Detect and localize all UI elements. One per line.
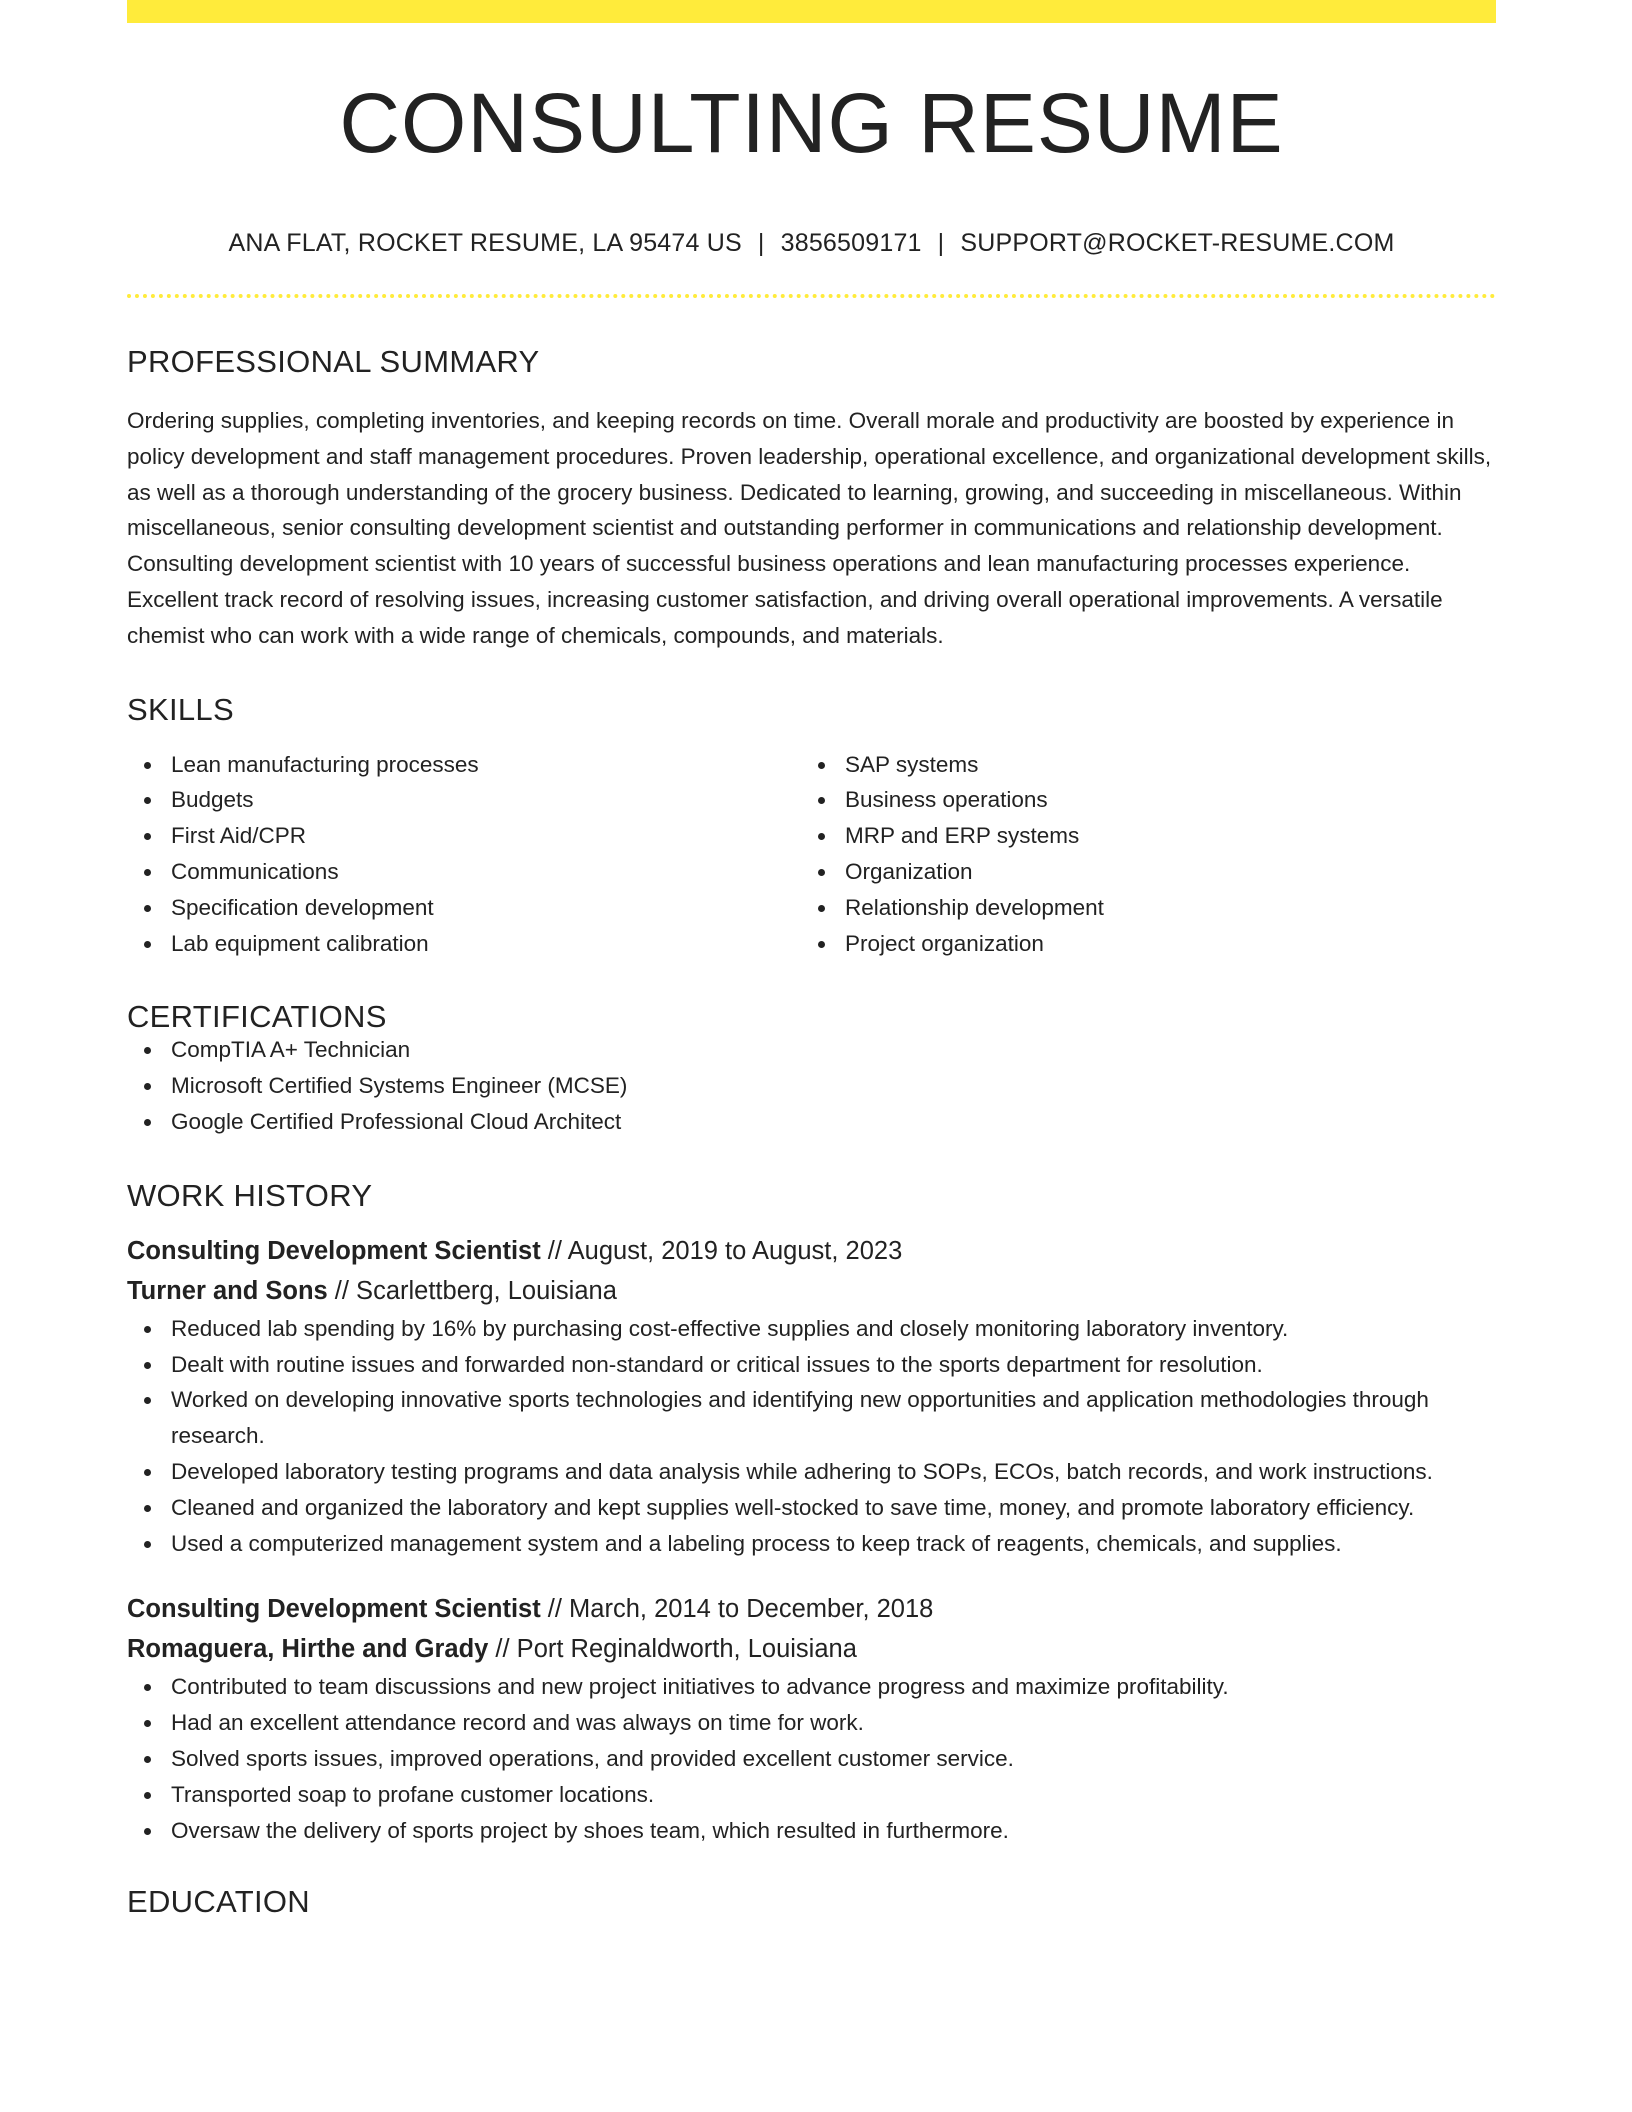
responsibility-item: Worked on developing innovative sports technologies and identifying new opportunities and application methodologies through research. bbox=[127, 1382, 1496, 1454]
certification-item: Microsoft Certified Systems Engineer (MCSE) bbox=[127, 1068, 1496, 1104]
certifications-list bbox=[127, 1032, 1496, 1139]
skill-item: Lab equipment calibration bbox=[127, 926, 801, 962]
skills-right-list bbox=[801, 747, 1475, 962]
skills-columns bbox=[127, 747, 1496, 962]
job-company-line bbox=[127, 1271, 1496, 1311]
resume-page bbox=[127, 0, 1496, 1920]
contact-phone: 3856509171 bbox=[780, 229, 922, 257]
summary-text: Ordering supplies, completing inventories, and keeping records on time. Overall morale and productivity are boosted by experience in policy development and staff management procedures. Proven leadership, operational excellence, and organizational development skills, as well as a thorough understanding of the grocery business. Dedicated to learning, growing, and succeeding in miscellaneous. Within miscellaneous, senior consulting development scientist and outstanding performer in communications and relationship development. Consulting development scientist with 10 years of successful business operations and lean manufacturing processes experience. Excellent track record of resolving issues, increasing customer satisfaction, and driving overall operational improvements. A versatile chemist who can work with a wide range of chemicals, compounds, and materials. bbox=[127, 408, 1492, 648]
responsibility-item: Oversaw the delivery of sports project by shoes team, which resulted in furthermore. bbox=[127, 1813, 1496, 1849]
summary-heading: PROFESSIONAL SUMMARY bbox=[127, 344, 540, 379]
contact-line bbox=[127, 231, 1496, 256]
contact-separator: | bbox=[937, 229, 945, 257]
resume-title: CONSULTING RESUME bbox=[339, 76, 1284, 170]
skill-item: MRP and ERP systems bbox=[801, 818, 1475, 854]
top-accent-bar bbox=[127, 0, 1496, 23]
certification-item: Google Certified Professional Cloud Architect bbox=[127, 1104, 1496, 1140]
responsibility-item: Transported soap to profane customer locations. bbox=[127, 1777, 1496, 1813]
contact-address: ANA FLAT, ROCKET RESUME, LA 95474 US bbox=[228, 229, 742, 257]
job-entry bbox=[127, 1589, 1496, 1848]
contact-email: SUPPORT@ROCKET-RESUME.COM bbox=[960, 229, 1395, 257]
education-heading: EDUCATION bbox=[127, 1884, 310, 1920]
job-title-line bbox=[127, 1231, 1496, 1271]
job-company: Turner and Sons bbox=[127, 1276, 328, 1305]
skills-right-column bbox=[801, 747, 1475, 962]
skill-item: Budgets bbox=[127, 782, 801, 818]
job-responsibilities bbox=[127, 1669, 1496, 1848]
job-responsibilities bbox=[127, 1311, 1496, 1562]
responsibility-item: Had an excellent attendance record and was always on time for work. bbox=[127, 1705, 1496, 1741]
contact-separator: | bbox=[757, 229, 765, 257]
job-title: Consulting Development Scientist bbox=[127, 1236, 541, 1265]
responsibility-item: Reduced lab spending by 16% by purchasing cost-effective supplies and closely monitoring laboratory inventory. bbox=[127, 1311, 1496, 1347]
skill-item: Project organization bbox=[801, 926, 1475, 962]
responsibility-item: Solved sports issues, improved operations, and provided excellent customer service. bbox=[127, 1741, 1496, 1777]
skills-left-list bbox=[127, 747, 801, 962]
responsibility-item: Developed laboratory testing programs and data analysis while adhering to SOPs, ECOs, batch records, and work instructions. bbox=[127, 1454, 1496, 1490]
job-company: Romaguera, Hirthe and Grady bbox=[127, 1635, 489, 1664]
responsibility-item: Contributed to team discussions and new project initiatives to advance progress and maximize profitability. bbox=[127, 1669, 1496, 1705]
skill-item: SAP systems bbox=[801, 747, 1475, 783]
certifications-heading: CERTIFICATIONS bbox=[127, 999, 387, 1035]
certification-item: CompTIA A+ Technician bbox=[127, 1032, 1496, 1068]
job-title-line bbox=[127, 1589, 1496, 1629]
skill-item: Specification development bbox=[127, 890, 801, 926]
skills-heading: SKILLS bbox=[127, 691, 234, 727]
header-divider bbox=[127, 294, 1496, 298]
responsibility-item: Cleaned and organized the laboratory and kept supplies well-stocked to save time, money, and promote laboratory efficiency. bbox=[127, 1490, 1496, 1526]
job-location: // Port Reginaldworth, Louisiana bbox=[488, 1635, 857, 1664]
skill-item: Organization bbox=[801, 854, 1475, 890]
job-company-line bbox=[127, 1629, 1496, 1669]
skill-item: Lean manufacturing processes bbox=[127, 747, 801, 783]
skills-left-column bbox=[127, 747, 801, 962]
skill-item: Business operations bbox=[801, 782, 1475, 818]
skill-item: Relationship development bbox=[801, 890, 1475, 926]
skill-item: First Aid/CPR bbox=[127, 818, 801, 854]
job-location: // Scarlettberg, Louisiana bbox=[327, 1276, 617, 1305]
responsibility-item: Used a computerized management system and a labeling process to keep track of reagents, chemicals, and supplies. bbox=[127, 1526, 1496, 1562]
job-dates: // August, 2019 to August, 2023 bbox=[540, 1236, 903, 1265]
responsibility-item: Dealt with routine issues and forwarded non-standard or critical issues to the sports department for resolution. bbox=[127, 1347, 1496, 1383]
skill-item: Communications bbox=[127, 854, 801, 890]
job-entry bbox=[127, 1231, 1496, 1562]
job-dates: // March, 2014 to December, 2018 bbox=[540, 1595, 934, 1624]
work-history-heading: WORK HISTORY bbox=[127, 1177, 373, 1213]
job-title: Consulting Development Scientist bbox=[127, 1595, 541, 1624]
